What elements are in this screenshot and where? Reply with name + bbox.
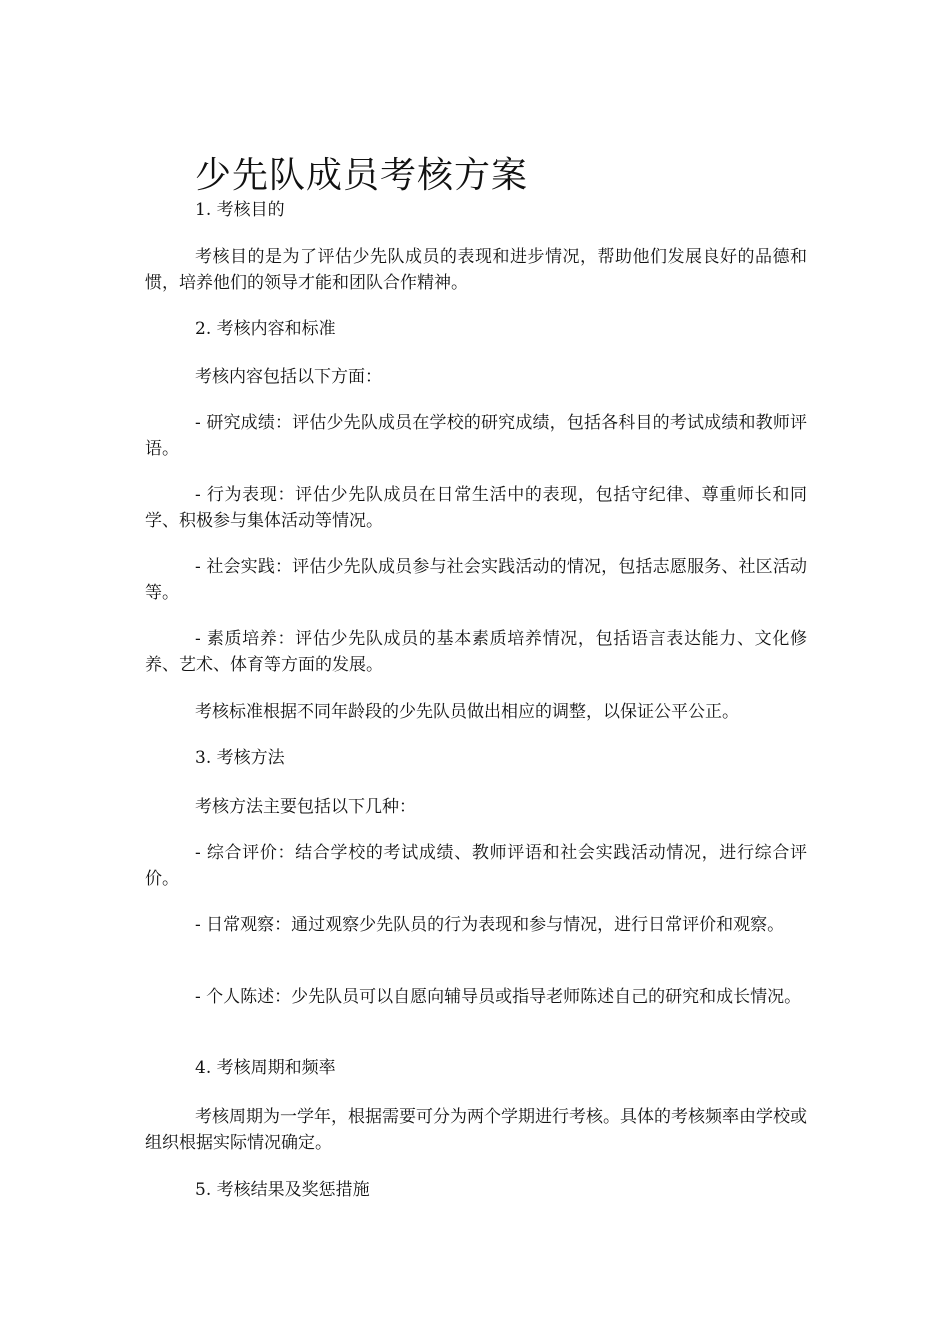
list-item-study: - 研究成绩：评估少先队成员在学校的研究成绩，包括各科目的考试成绩和教师评语。 bbox=[145, 413, 807, 459]
list-item-comprehensive: - 综合评价：结合学校的考试成绩、教师评语和社会实践活动情况，进行综合评价。 bbox=[145, 843, 807, 889]
heading-5: 5. 考核结果及奖惩措施 bbox=[195, 1180, 370, 1200]
list-item-behavior: - 行为表现：评估少先队成员在日常生活中的表现，包括守纪律、尊重师长和同学、积极参与集体活动等情况。 bbox=[145, 485, 807, 531]
document-title: 少先队成员考核方案 bbox=[195, 155, 529, 197]
heading-4: 4. 考核周期和频率 bbox=[195, 1058, 336, 1078]
list-item-statement: - 个人陈述：少先队员可以自愿向辅导员或指导老师陈述自己的研究和成长情况。 bbox=[195, 987, 802, 1007]
paragraph-method-intro: 考核方法主要包括以下几种： bbox=[195, 797, 416, 817]
list-item-quality: - 素质培养：评估少先队成员的基本素质培养情况，包括语言表达能力、文化修养、艺术、体育等方面的发展。 bbox=[145, 629, 807, 675]
paragraph-standard: 考核标准根据不同年龄段的少先队员做出相应的调整，以保证公平公正。 bbox=[195, 702, 739, 722]
paragraph-cycle: 考核周期为一学年，根据需要可分为两个学期进行考核。具体的考核频率由学校或组织根据实际情况确定。 bbox=[145, 1107, 807, 1153]
list-item-practice: - 社会实践：评估少先队成员参与社会实践活动的情况，包括志愿服务、社区活动等。 bbox=[145, 557, 807, 603]
paragraph-content-intro: 考核内容包括以下方面： bbox=[195, 367, 382, 387]
heading-2: 2. 考核内容和标准 bbox=[195, 319, 336, 339]
heading-3: 3. 考核方法 bbox=[195, 748, 285, 768]
heading-1: 1. 考核目的 bbox=[195, 200, 285, 220]
list-item-observation: - 日常观察：通过观察少先队员的行为表现和参与情况，进行日常评价和观察。 bbox=[195, 915, 785, 935]
paragraph-purpose: 考核目的是为了评估少先队成员的表现和进步情况，帮助他们发展良好的品德和惯，培养他们的领导才能和团队合作精神。 bbox=[145, 247, 807, 293]
